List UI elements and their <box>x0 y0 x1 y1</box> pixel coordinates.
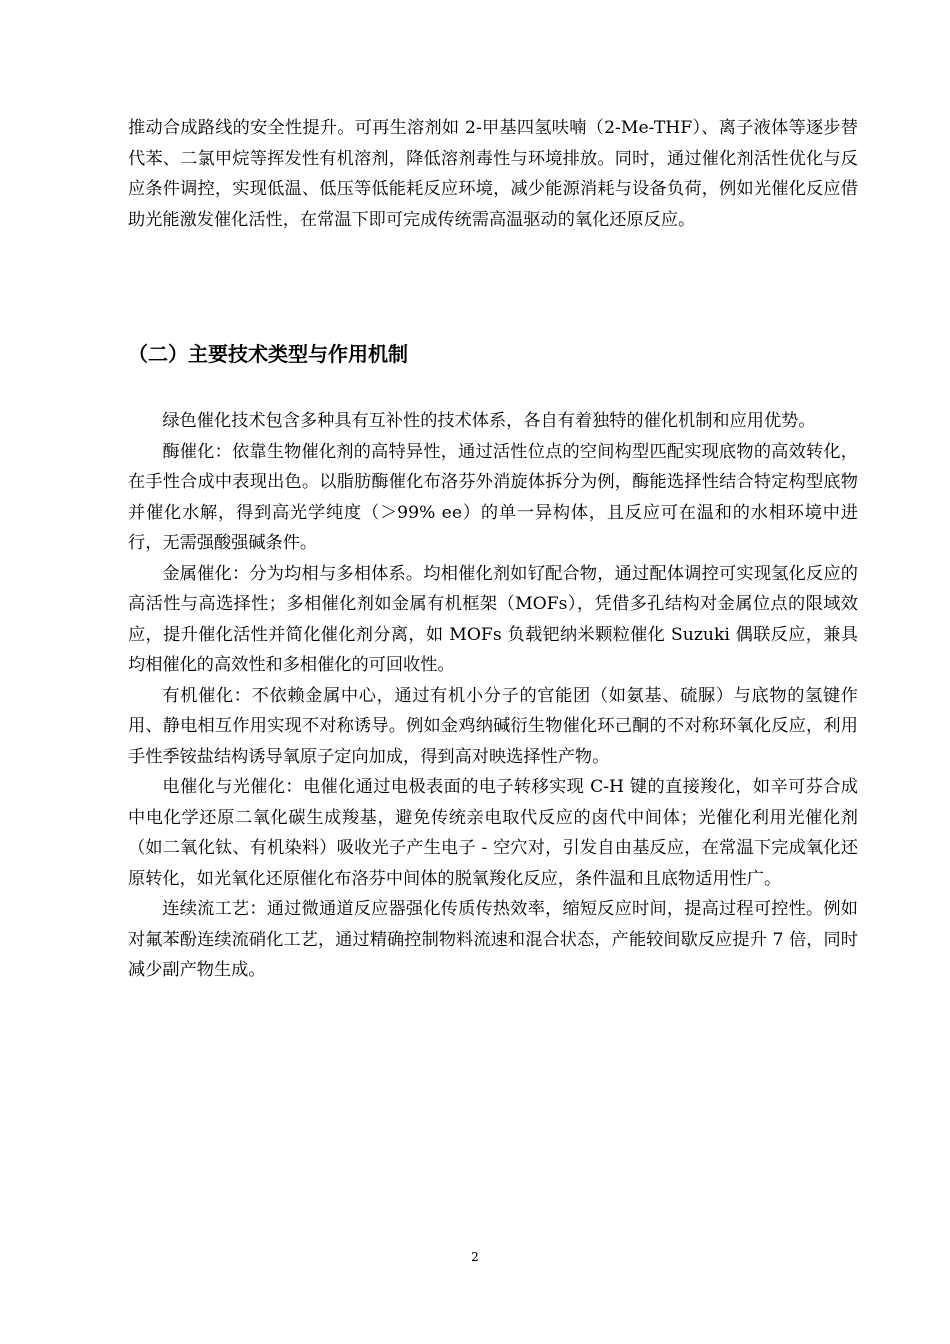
paragraph-continuous-flow: 连续流工艺：通过微通道反应器强化传质传热效率，缩短反应时间，提高过程可控性。例如对氟苯酚连续流硝化工艺，通过精确控制物料流速和混合状态，产能较间歇反应提升 7 倍，同时减少副产物生成。 <box>128 899 858 980</box>
paragraph-organocatalysis: 有机催化：不依赖金属中心，通过有机小分子的官能团（如氨基、硫脲）与底物的氢键作用、静电相互作用实现不对称诱导。例如金鸡纳碱衍生物催化环己酮的不对称环氧化反应，利用手性季铵盐结构诱导氧原子定向加成，得到高对映选择性产物。 <box>128 685 858 767</box>
page-number: 2 <box>471 1250 479 1264</box>
paragraph-electro-photo-catalysis: 电催化与光催化：电催化通过电极表面的电子转移实现 C-H 键的直接羧化，如辛可芬合成中电化学还原二氧化碳生成羧基，避免传统亲电取代反应的卤代中间体；光催化利用光催化剂（如二氧化钛、有机染料）吸收光子产生电子 - 空穴对，引发自由基反应，在常温下完成氧化还原转化，如光氧化还原催化布洛芬中间体的脱氧羧化反应，条件温和且底物适用性广。 <box>128 777 858 889</box>
section-heading: （二）主要技术类型与作用机制 <box>128 342 408 366</box>
intro-paragraph: 推动合成路线的安全性提升。可再生溶剂如 2-甲基四氢呋喃（2-Me-THF）、离子液体等逐步替代苯、二氯甲烷等挥发性有机溶剂，降低溶剂毒性与环境排放。同时，通过催化剂活性优化与反应条件调控，实现低温、低压等低能耗反应环境，减少能源消耗与设备负荷，例如光催化反应借助光能激发催化活性，在常温下即可完成传统需高温驱动的氧化还原反应。 <box>128 118 858 230</box>
paragraph-enzyme-catalysis: 酶催化：依靠生物催化剂的高特异性，通过活性位点的空间构型匹配实现底物的高效转化，在手性合成中表现出色。以脂肪酶催化布洛芬外消旋体拆分为例，酶能选择性结合特定构型底物并催化水解，得到高光学纯度（＞99% ee）的单一异构体，且反应可在温和的水相环境中进行，无需强酸强碱条件。 <box>128 441 858 553</box>
paragraph-metal-catalysis: 金属催化：分为均相与多相体系。均相催化剂如钌配合物，通过配体调控可实现氢化反应的高活性与高选择性；多相催化剂如金属有机框架（MOFs），凭借多孔结构对金属位点的限域效应，提升催化活性并简化催化剂分离，如 MOFs 负载钯纳米颗粒催化 Suzuki 偶联反应，兼具均相催化的高效性和多相催化的可回收性。 <box>128 563 858 675</box>
section-body <box>128 406 858 986</box>
paragraph-overview: 绿色催化技术包含多种具有互补性的技术体系，各自有着独特的催化机制和应用优势。 <box>162 411 816 431</box>
intro-block <box>128 113 858 235</box>
